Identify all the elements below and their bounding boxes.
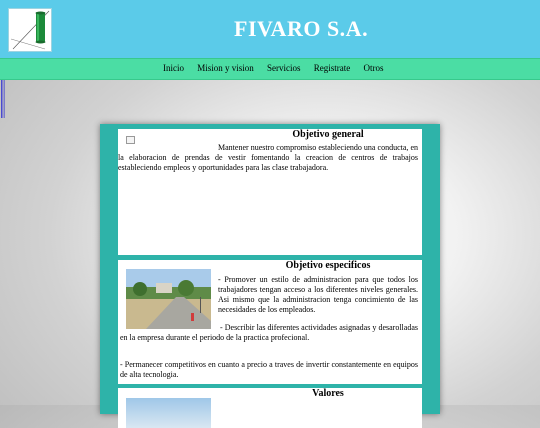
street-photo [126,269,211,329]
thread-spool-icon [9,9,51,51]
valores-photo [126,398,211,428]
objetivo-especificos-panel [118,260,422,384]
side-link-strip-mark [0,80,6,120]
nav-inicio[interactable]: Inicio [163,63,184,73]
objetivo-general-heading: Objetivo general [292,129,364,140]
objetivo-especificos-heading: Objetivo especificos [285,260,371,271]
site-title: FIVARO S.A. [234,16,369,41]
especifico-item-2: - Describir las diferentes actividades asignadas y desarolladas en la empresa durante el periodo de la practica profecional. [120,323,418,342]
nav-bar [0,58,540,80]
content-area [100,124,440,414]
nav-mision-vision[interactable]: Mision y vision [197,63,254,73]
especifico-item-3: - Permanecer competitivos en cuanto a precio a traves de invertir constantemente en equipos de alta tecnologia. [120,360,418,379]
especifico-item-1: - Promover un estilo de administracion para que todos los trabajadores tengan acceso a los diferentes niveles generales. Asi mismo que la administracion tenga concimiento de las necesidades de los empleados. [218,275,418,314]
valores-heading: Valores [312,388,344,399]
nav-registrate[interactable]: Registrate [313,63,351,73]
side-link-strip[interactable] [0,80,6,121]
site-header [0,0,540,58]
logo[interactable] [8,8,52,52]
valores-panel [118,388,422,428]
objetivo-general-text: Mantener nuestro compromiso estableciendo una conducta, en la elaboracion de prendas de vestir fomentando la creacion de centros de trabajos estableciendo empleos y oportunidades para las clase trabajadora. [118,143,418,172]
nav-otros[interactable]: Otros [363,63,384,73]
objetivo-general-panel [118,129,422,255]
nav-servicios[interactable]: Servicios [267,63,301,73]
